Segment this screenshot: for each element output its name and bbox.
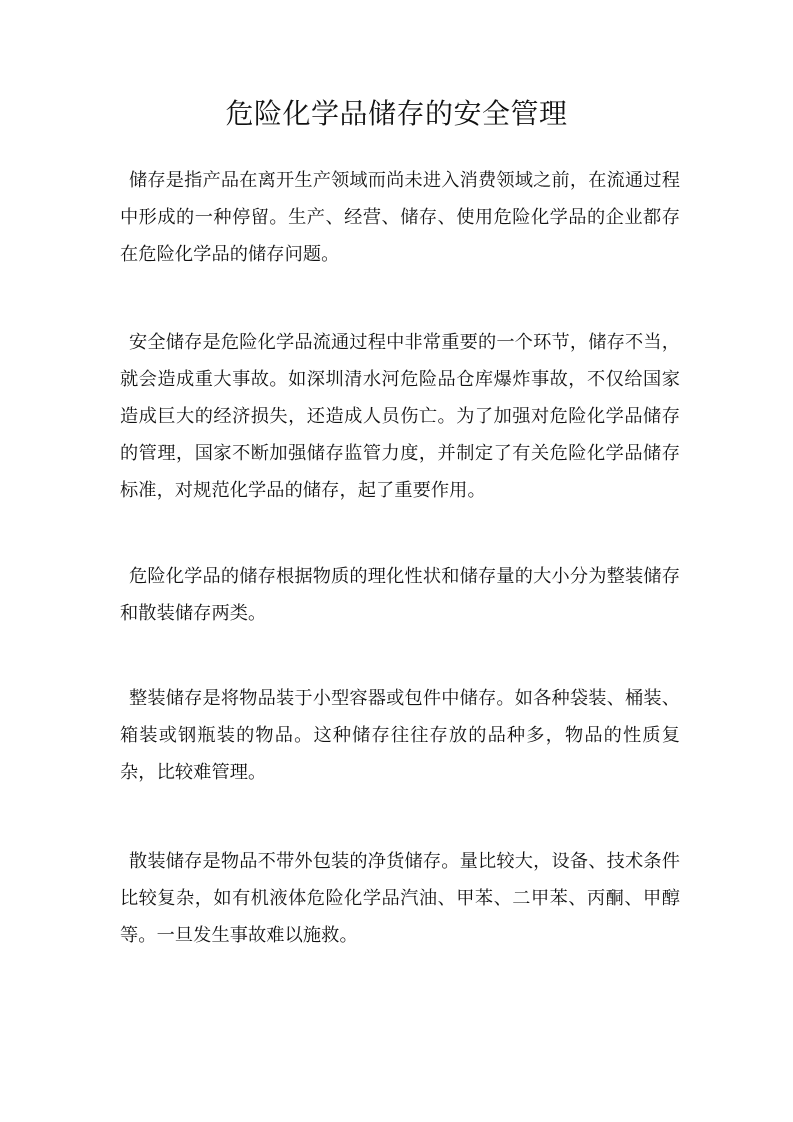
paragraph-storage-definition: 储存是指产品在离开生产领域而尚未进入消费领域之前，在流通过程中形成的一种停留。生产、经营、储存、使用危险化学品的企业都存在危险化学品的储存问题。 [120, 170, 680, 265]
paragraph-packaged-storage: 整装储存是将物品装于小型容器或包件中储存。如各种袋装、桶装、箱装或钢瓶装的物品。这种储存往往存放的品种多，物品的性质复杂，比较难管理。 [120, 688, 680, 783]
page-title: 危险化学品储存的安全管理 [225, 97, 568, 130]
paragraph-bulk-storage: 散装储存是物品不带外包装的净货储存。量比较大，设备、技术条件比较复杂，如有机液体危险化学品汽油、甲苯、二甲苯、丙酮、甲醇等。一旦发生事故难以施救。 [120, 851, 680, 946]
paragraph-safe-storage: 安全储存是危险化学品流通过程中非常重要的一个环节，储存不当，就会造成重大事故。如深圳清水河危险品仓库爆炸事故，不仅给国家造成巨大的经济损失，还造成人员伤亡。为了加强对危险化学品储存的管理，国家不断加强储存监管力度，并制定了有关危险化学品储存标准，对规范化学品的储存，起了重要作用。 [120, 332, 680, 501]
paragraph-storage-categories: 危险化学品的储存根据物质的理化性状和储存量的大小分为整装储存和散装储存两类。 [120, 566, 680, 624]
